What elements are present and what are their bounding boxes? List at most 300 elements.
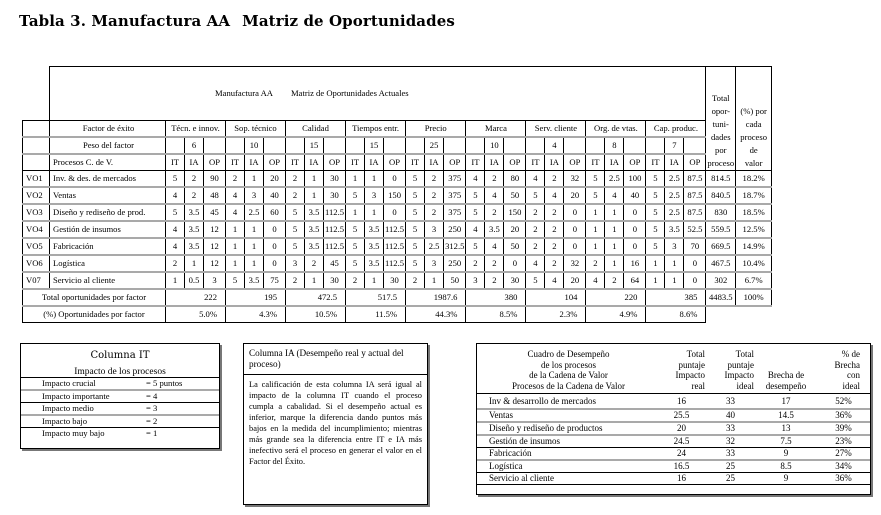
subcolumn-it: IT [646,154,665,171]
weight-blank [406,137,425,154]
cell-ia: 2.5 [665,171,684,188]
subcolumn-ia: IA [185,154,204,171]
process-name: Logística [477,460,657,473]
cell-ia: 2 [485,255,504,272]
cell-it: 5 [646,221,665,238]
matrix-caption-right: Matriz de Oportunidades Actuales [291,88,409,98]
header-line: opor- [711,106,731,116]
cell-ia: 2 [485,171,504,188]
performance-ideal: 25 [706,473,755,485]
subcolumn-it: IT [586,154,605,171]
cell-it: 5 [346,221,365,238]
cell-op: 0 [684,255,706,272]
factor-name: Tiempos entr. [346,121,406,138]
cell-op: 32 [564,255,586,272]
weight-blank [264,137,286,154]
cell-ia: 3 [665,238,684,255]
matrix-row [23,171,772,188]
subcolumn-ia: IA [425,154,444,171]
weight-row [23,137,772,154]
cell-op: 40 [624,187,646,204]
cell-ia: 1 [245,171,264,188]
cell-it: 4 [586,272,605,289]
cell-it: 5 [526,272,545,289]
cell-it: 2 [406,272,425,289]
cell-it: 5 [406,204,425,221]
performance-real: 24 [657,448,706,461]
cell-it: 2 [466,255,485,272]
weight-blank [684,137,706,154]
grand-total: 4483.5 [706,289,736,306]
header-line: real [691,380,705,391]
cell-ia: 4 [485,187,504,204]
performance-gap: 17 [755,394,817,410]
cell-ia: 3.5 [185,204,204,221]
cell-it: 1 [226,221,245,238]
cell-it: 4 [466,221,485,238]
factor-percent: 8.6% [646,306,706,323]
impact-points: = 3 [146,403,219,416]
header-line: Procesos de la Cadena de Valor [511,380,626,391]
subcolumn-ia: IA [245,154,264,171]
cell-it: 5 [646,204,665,221]
process-code: VO6 [23,255,50,272]
performance-ideal: 33 [706,394,755,410]
cell-it: 4 [166,238,185,255]
matrix-row [23,187,772,204]
it-legend-item [21,428,219,440]
page-title [19,12,455,30]
matrix-header-row [23,67,772,121]
cell-ia: 1 [605,238,624,255]
cell-it: 3 [286,255,305,272]
subcolumn-it: IT [406,154,425,171]
cell-ia: 2.5 [605,171,624,188]
cell-it: 5 [466,238,485,255]
ia-box-title: Columna IA (Desempeño real y actual del proceso) [244,344,427,375]
performance-table [476,343,871,495]
cell-op: 80 [504,171,526,188]
cell-ia: 1 [365,171,384,188]
factor-total: 220 [586,289,646,306]
cell-ia: 2 [185,187,204,204]
cell-it: 5 [526,187,545,204]
cell-op: 0 [624,238,646,255]
cell-ia: 1 [365,272,384,289]
process-code: VO4 [23,221,50,238]
cell-ia: 1 [305,171,324,188]
cell-op: 32 [564,171,586,188]
cell-ia: 1 [305,272,324,289]
blank [736,306,772,323]
impact-points: = 1 [146,428,219,440]
cell-ia: 1 [665,272,684,289]
header-line: por [715,145,727,155]
factor-weight: 10 [485,137,504,154]
process-total: 467.5 [706,255,736,272]
header-line: Brecha [834,359,860,370]
cell-op: 40 [264,187,286,204]
subcolumn-it: IT [286,154,305,171]
weight-blank [226,137,245,154]
cell-ia: 3 [425,255,444,272]
factor-name: Calidad [286,121,346,138]
factor-name: Técn. e innov. [166,121,226,138]
cell-it: 5 [406,171,425,188]
matrix-row [23,238,772,255]
cell-it: 3 [466,272,485,289]
cell-ia: 2 [545,204,564,221]
factor-total: 385 [646,289,706,306]
cell-ia: 3 [365,187,384,204]
process-percent: 14.9% [736,238,772,255]
cell-op: 0 [384,171,406,188]
subcolumn-op: OP [564,154,586,171]
performance-header-ideal [706,344,755,394]
cell-op: 112.5 [324,221,346,238]
performance-real: 16 [657,394,706,410]
performance-real: 24.5 [657,435,706,448]
cell-it: 4 [466,171,485,188]
cell-it: 5 [586,187,605,204]
cell-op: 50 [504,238,526,255]
factor-row [23,121,772,138]
cell-ia: 2 [545,255,564,272]
cell-op: 0 [264,255,286,272]
factor-total: 104 [526,289,586,306]
cell-ia: 1 [665,255,684,272]
cell-op: 50 [504,187,526,204]
header-line: desempeño [765,380,807,391]
performance-row [477,409,870,422]
impact-points: = 4 [146,390,219,403]
cell-op: 112.5 [324,238,346,255]
cell-op: 12 [204,255,226,272]
performance-pct: 34% [817,460,870,473]
cell-op: 12 [204,221,226,238]
cell-it: 1 [226,238,245,255]
cell-ia: 2 [425,204,444,221]
cell-op: 30 [504,272,526,289]
percent-per-process-header [736,67,772,171]
cell-ia: 1 [245,238,264,255]
factor-weight: 4 [545,137,564,154]
cell-ia: 1 [605,221,624,238]
cell-ia: 4 [545,187,564,204]
it-legend-subtitle: Impacto de los procesos [74,367,166,377]
cell-op: 16 [624,255,646,272]
cell-it: 2 [166,255,185,272]
performance-ideal: 32 [706,435,755,448]
it-column-legend [20,343,220,449]
weight-blank [564,137,586,154]
cell-ia: 2.5 [665,187,684,204]
cell-op: 20 [564,272,586,289]
subcolumn-it: IT [526,154,545,171]
performance-pct: 52% [817,394,870,410]
cell-op: 112.5 [384,255,406,272]
cell-ia: 0.5 [185,272,204,289]
factor-percent: 4.3% [226,306,286,323]
cell-ia: 3.5 [665,221,684,238]
weight-blank [444,137,466,154]
total-per-process-header [706,67,736,171]
cell-it: 2 [526,204,545,221]
cell-it: 5 [406,221,425,238]
impact-points: = 5 puntos [146,378,219,391]
cell-ia: 2 [305,255,324,272]
factor-total: 1987.6 [406,289,466,306]
ia-box-body: La calificación de esta columna IA será igual al impacto de la columna IT cuando el proceso cumpla a cabalidad. Si el desempeño actual es inferior, marque la diferencia dando puntos más bajos en la medida del incumplimiento; mientras más grande sea la diferencia entre IT e IA más inefectivo será el proceso en generar el valor en el Factor del Éxito. [249,380,422,466]
title-part-2: Matriz de Oportunidades [242,12,455,30]
weight-blank [526,137,545,154]
cell-ia: 1 [365,204,384,221]
header-line: Total [686,349,705,359]
factor-total: 195 [226,289,286,306]
cell-op: 0 [564,221,586,238]
subcolumn-op: OP [504,154,526,171]
blank [23,121,50,138]
cell-ia: 3.5 [365,221,384,238]
subcolumn-ia: IA [545,154,564,171]
header-line: tuni- [712,119,729,129]
matrix-caption-left: Manufactura AA [215,88,273,98]
percent-row [23,306,772,323]
cell-it: 5 [646,187,665,204]
cell-op: 250 [444,221,466,238]
cell-it: 1 [346,204,365,221]
cell-it: 5 [346,255,365,272]
impact-level: Impacto importante [21,390,146,403]
header-line: Brecha de [767,370,805,380]
cell-op: 87.5 [684,204,706,221]
cell-ia: 3.5 [185,221,204,238]
cell-op: 150 [384,187,406,204]
cell-it: 2 [226,171,245,188]
cell-it: 4 [226,204,245,221]
cell-it: 4 [166,221,185,238]
cell-op: 45 [324,255,346,272]
cell-ia: 2 [425,171,444,188]
cell-ia: 1 [245,221,264,238]
weight-blank [504,137,526,154]
cell-it: 5 [406,238,425,255]
performance-gap: 14.5 [755,409,817,422]
factor-percent: 2.3% [526,306,586,323]
cell-ia: 2 [185,171,204,188]
header-line: puntaje [727,359,754,370]
performance-row [477,435,870,448]
cell-it: 4 [526,171,545,188]
it-legend-item [21,403,219,416]
cell-op: 64 [624,272,646,289]
cell-it: 5 [286,204,305,221]
process-name: Inv. & des. de mercados [50,171,166,188]
process-percent: 18.5% [736,204,772,221]
cell-op: 0 [624,204,646,221]
cell-ia: 1 [605,204,624,221]
process-name: Fabricación [477,448,657,461]
header-line: Impacto [724,370,754,380]
weight-blank [166,137,185,154]
totals-label: Total oportunidades por factor [23,289,166,306]
process-name: Fabricación [50,238,166,255]
header-line: % de [841,349,860,359]
cell-op: 20 [504,221,526,238]
factor-weight: 7 [665,137,684,154]
factor-name: Marca [466,121,526,138]
process-name: Servicio al cliente [50,272,166,289]
cell-ia: 2.5 [665,204,684,221]
performance-row [477,448,870,461]
subcolumn-it: IT [166,154,185,171]
cell-ia: 3.5 [365,255,384,272]
impact-level: Impacto bajo [21,415,146,428]
subcolumn-ia: IA [305,154,324,171]
cell-it: 5 [466,187,485,204]
ia-column-explanation [243,343,428,505]
impact-level: Impacto medio [21,403,146,416]
cell-op: 30 [324,187,346,204]
process-name: Diseño y rediseño de productos [477,422,657,435]
cell-op: 112.5 [384,238,406,255]
cell-op: 45 [204,204,226,221]
weight-blank [204,137,226,154]
performance-gap: 8.5 [755,460,817,473]
factor-weight: 6 [185,137,204,154]
cell-it: 5 [286,238,305,255]
subcolumn-ia: IA [665,154,684,171]
cell-it: 5 [166,171,185,188]
cell-it: 5 [586,171,605,188]
process-percent: 6.7% [736,272,772,289]
process-name: Logística [50,255,166,272]
process-total: 302 [706,272,736,289]
cell-it: 5 [226,272,245,289]
performance-row [477,422,870,435]
cell-it: 5 [286,221,305,238]
cell-it: 4 [226,187,245,204]
cell-op: 112.5 [384,221,406,238]
cell-it: 5 [346,187,365,204]
weight-blank [586,137,605,154]
it-legend-item [21,390,219,403]
performance-pct: 27% [817,448,870,461]
cell-ia: 4 [545,272,564,289]
subcolumn-it: IT [226,154,245,171]
blank [23,137,50,154]
cell-it: 5 [166,204,185,221]
process-total: 830 [706,204,736,221]
performance-row [477,394,870,410]
cell-it: 1 [646,272,665,289]
cell-op: 87.5 [684,187,706,204]
weight-blank [646,137,665,154]
cell-op: 0 [384,204,406,221]
cell-op: 0 [684,272,706,289]
cell-op: 50 [444,272,466,289]
percent-label: (%) Oportunidades por factor [23,306,166,323]
cell-it: 4 [526,255,545,272]
process-percent: 10.4% [736,255,772,272]
cell-ia: 3.5 [305,238,324,255]
cell-op: 0 [624,221,646,238]
factor-percent: 8.5% [466,306,526,323]
process-percent: 18.7% [736,187,772,204]
matrix-row [23,221,772,238]
process-total: 840.5 [706,187,736,204]
cell-ia: 1 [425,272,444,289]
cell-op: 52.5 [684,221,706,238]
cell-op: 150 [504,204,526,221]
cell-ia: 2.5 [245,204,264,221]
it-legend-table [21,377,219,439]
factor-percent: 10.5% [286,306,346,323]
grand-percent: 100% [736,289,772,306]
cell-it: 1 [646,255,665,272]
factor-total: 380 [466,289,526,306]
cell-op: 0 [264,238,286,255]
it-legend-item [21,415,219,428]
subcolumn-ia: IA [365,154,384,171]
matrix-row [23,272,772,289]
factor-weight: 10 [245,137,264,154]
performance-ideal: 25 [706,460,755,473]
cell-ia: 3.5 [485,221,504,238]
process-name: Ventas [50,187,166,204]
process-code: VO3 [23,204,50,221]
factor-name: Cap. produc. [646,121,706,138]
process-percent: 12.5% [736,221,772,238]
cell-op: 87.5 [684,171,706,188]
factor-weight: 25 [425,137,444,154]
weight-blank [324,137,346,154]
subcolumn-it: IT [466,154,485,171]
cell-op: 60 [264,204,286,221]
cell-it: 2 [526,238,545,255]
cell-ia: 1 [185,255,204,272]
process-total: 559.5 [706,221,736,238]
factor-percent: 44.3% [406,306,466,323]
factor-name: Org. de vtas. [586,121,646,138]
matrix-row [23,204,772,221]
cell-op: 3 [204,272,226,289]
process-code: VO1 [23,171,50,188]
factor-total: 222 [166,289,226,306]
cell-op: 375 [444,171,466,188]
performance-pct: 36% [817,409,870,422]
process-total: 814.5 [706,171,736,188]
weight-blank [624,137,646,154]
cell-it: 1 [346,171,365,188]
performance-ideal: 33 [706,448,755,461]
header-line: Total [735,349,754,359]
cell-op: 112.5 [324,204,346,221]
cell-op: 70 [684,238,706,255]
cell-ia: 3 [245,187,264,204]
subcolumn-op: OP [444,154,466,171]
cell-ia: 2.5 [425,238,444,255]
performance-pct: 36% [817,473,870,485]
title-part-1: Tabla 3. Manufactura AA [19,12,231,30]
header-line: puntaje [678,359,705,370]
matrix-row [23,255,772,272]
process-name: Diseño y rediseño de prod. [50,204,166,221]
matrix-blank-cell [23,67,50,121]
cell-ia: 3.5 [185,238,204,255]
cell-ia: 1 [245,255,264,272]
matrix-caption [50,67,706,121]
